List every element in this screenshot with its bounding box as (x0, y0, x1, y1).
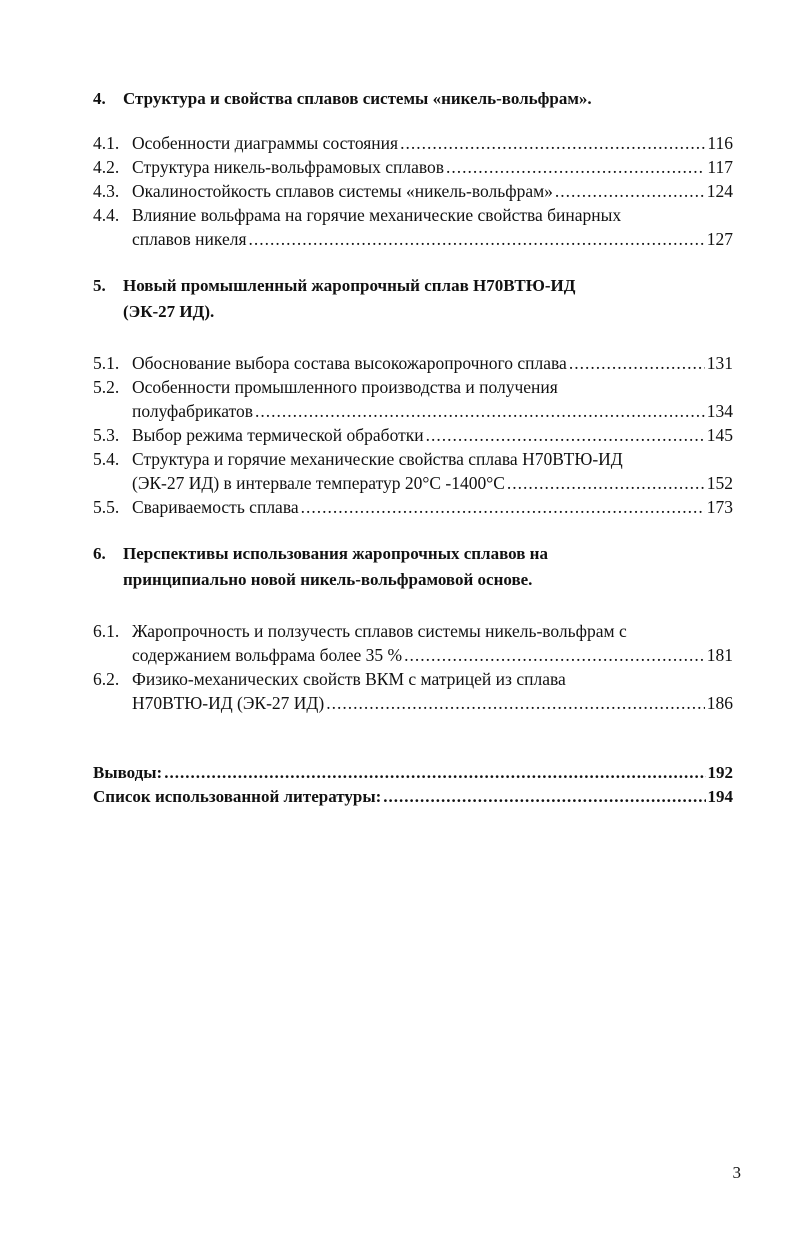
entry-number: 5.4. (93, 449, 120, 469)
leader-dots (569, 351, 705, 375)
references-label: Список использованной литературы: (93, 787, 382, 806)
entry-title-cont: Н70ВТЮ-ИД (ЭК-27 ИД) (132, 693, 325, 713)
leader-dots (426, 423, 705, 447)
entry-title-cont: сплавов никеля (132, 229, 247, 249)
entry-number: 6.1. (93, 621, 120, 641)
entry-title-cont: полуфабрикатов (132, 401, 254, 421)
entry-page: 152 (706, 473, 733, 493)
entry-page: 134 (706, 401, 733, 421)
entry-number: 4.2. (93, 157, 120, 177)
toc-entry-5-1 (93, 351, 733, 375)
entry-number: 4.4. (93, 205, 120, 225)
toc-entry-4-3 (93, 179, 733, 203)
leader-dots (301, 495, 705, 519)
entry-title-cont: (ЭК-27 ИД) в интервале температур 20°С -1400°С (132, 473, 505, 493)
section-number: 4. (93, 89, 106, 108)
entry-page: 127 (706, 229, 733, 249)
section-title: Новый промышленный жаропрочный сплав Н70ВТЮ-ИД (123, 276, 576, 295)
leader-dots (446, 155, 705, 179)
toc-entry-5-3 (93, 423, 733, 447)
entry-page: 117 (707, 157, 733, 177)
toc-entry-5-4 (93, 447, 733, 495)
section-heading-4 (93, 86, 733, 112)
entry-page: 181 (706, 645, 733, 665)
entry-number: 5.3. (93, 425, 120, 445)
entry-title: Обоснование выбора состава высокожаропрочного сплава (132, 353, 567, 373)
entry-number: 5.1. (93, 353, 120, 373)
toc-entry-4-2 (93, 155, 733, 179)
toc-entry-4-1 (93, 131, 733, 155)
entry-title: Особенности диаграммы состояния (132, 133, 399, 153)
entry-title: Жаропрочность и ползучесть сплавов системы никель-вольфрам с (132, 621, 627, 641)
entry-title: Окалиностойкость сплавов системы «никель-вольфрам» (132, 181, 553, 201)
entry-title: Структура никель-вольфрамовых сплавов (132, 157, 445, 177)
leader-dots (255, 399, 705, 423)
section-title-cont: принципиально новой никель-вольфрамовой основе. (123, 570, 533, 589)
leader-dots (326, 691, 705, 715)
section-heading-6 (93, 541, 733, 593)
entry-number: 4.3. (93, 181, 120, 201)
leader-dots (383, 785, 705, 809)
toc-references (93, 785, 733, 809)
page-number: 3 (732, 1163, 741, 1182)
entry-number: 6.2. (93, 669, 120, 689)
conclusions-page: 192 (707, 763, 733, 782)
entry-page: 124 (706, 181, 733, 201)
entry-title: Физико-механических свойств ВКМ с матрицей из сплава (132, 669, 566, 689)
entry-title-cont: содержанием вольфрама более 35 % (132, 645, 403, 665)
conclusions-label: Выводы: (93, 763, 163, 782)
toc-entry-6-1 (93, 619, 733, 667)
entry-page: 116 (707, 133, 733, 153)
entry-number: 4.1. (93, 133, 120, 153)
entry-page: 145 (706, 425, 733, 445)
leader-dots (249, 227, 705, 251)
toc-entry-5-5 (93, 495, 733, 519)
leader-dots (404, 643, 705, 667)
section-number: 5. (93, 276, 106, 295)
entry-title: Выбор режима термической обработки (132, 425, 424, 445)
entry-title: Особенности промышленного производства и получения (132, 377, 558, 397)
entry-number: 5.5. (93, 497, 120, 517)
section-heading-5 (93, 273, 733, 325)
leader-dots (507, 471, 705, 495)
leader-dots (164, 761, 705, 785)
section-number: 6. (93, 544, 106, 563)
references-page: 194 (707, 787, 733, 806)
entry-page: 173 (706, 497, 733, 517)
entry-number: 5.2. (93, 377, 120, 397)
toc-entry-6-2 (93, 667, 733, 715)
leader-dots (400, 131, 705, 155)
entry-title: Свариваемость сплава (132, 497, 299, 517)
section-title: Структура и свойства сплавов системы «никель-вольфрам». (123, 89, 592, 108)
entry-page: 186 (706, 693, 733, 713)
section-title-cont: (ЭК-27 ИД). (123, 302, 215, 321)
toc-entry-5-2 (93, 375, 733, 423)
entry-title: Структура и горячие механические свойства сплава Н70ВТЮ-ИД (132, 449, 623, 469)
toc-entry-4-4 (93, 203, 733, 251)
entry-title: Влияние вольфрама на горячие механические свойства бинарных (132, 205, 622, 225)
section-title: Перспективы использования жаропрочных сплавов на (123, 544, 548, 563)
leader-dots (555, 179, 705, 203)
entry-page: 131 (706, 353, 733, 373)
toc-conclusions (93, 761, 733, 785)
